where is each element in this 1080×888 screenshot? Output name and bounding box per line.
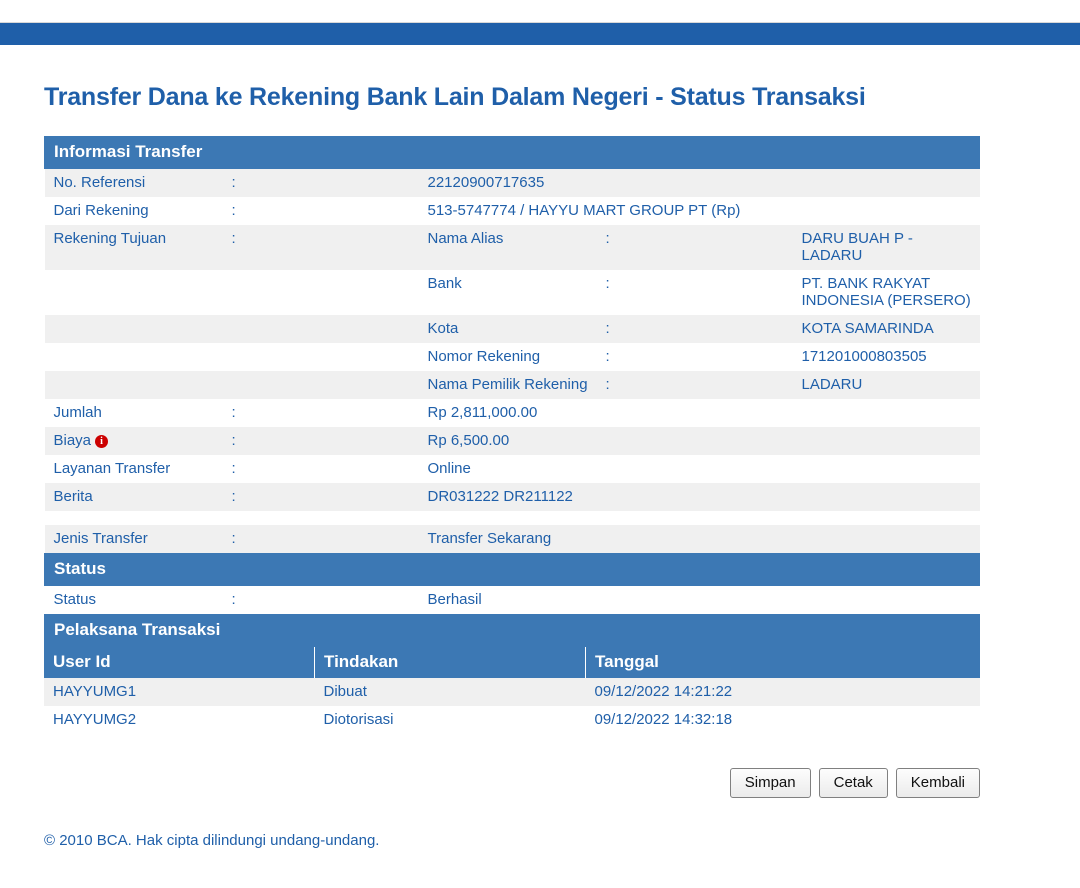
label-blank-1 (45, 270, 232, 315)
executor-heading-row (45, 615, 980, 647)
colon-10: : (232, 455, 419, 483)
value-jumlah: Rp 2,811,000.00 (419, 399, 980, 427)
label-blank-2 (45, 315, 232, 343)
colon-blank-4 (232, 371, 419, 399)
colon-8: : (232, 399, 419, 427)
label-jenis-transfer: Jenis Transfer (45, 525, 232, 554)
print-button[interactable]: Cetak (819, 768, 888, 798)
colon-7b: : (606, 371, 793, 399)
value-dari-rekening: 513-5747774 / HAYYU MART GROUP PT (Rp) (419, 197, 980, 225)
label-nama-alias: Nama Alias (419, 225, 606, 270)
label-layanan-transfer: Layanan Transfer (45, 455, 232, 483)
spacer-cell (45, 511, 980, 525)
copyright-footer: © 2010 BCA. Hak cipta dilindungi undang-undang. (44, 832, 380, 849)
spacer-row (45, 511, 980, 525)
colon-6b: : (606, 343, 793, 371)
column-header-tanggal: Tanggal (586, 647, 981, 678)
colon-5b: : (606, 315, 793, 343)
brand-blue-bar (0, 23, 1080, 45)
transfer-info-heading: Informasi Transfer (45, 137, 980, 169)
row-bank (45, 270, 980, 315)
action-buttons (44, 768, 980, 798)
value-biaya: Rp 6,500.00 (419, 427, 980, 455)
cell-tindakan: Diotorisasi (315, 706, 586, 734)
info-icon[interactable]: i (95, 435, 108, 448)
value-no-referensi: 22120900717635 (419, 169, 980, 198)
row-nomor-rekening (45, 343, 980, 371)
label-rekening-tujuan: Rekening Tujuan (45, 225, 232, 270)
row-jenis-transfer (45, 525, 980, 554)
colon-12: : (232, 525, 419, 554)
colon-4b: : (606, 270, 793, 315)
label-berita: Berita (45, 483, 232, 511)
cell-tanggal: 09/12/2022 14:21:22 (586, 678, 981, 706)
colon-blank-1 (232, 270, 419, 315)
page-content (0, 83, 1080, 849)
label-jumlah: Jumlah (45, 399, 232, 427)
value-nama-pemilik-rekening: LADARU (793, 371, 980, 399)
page-title: Transfer Dana ke Rekening Bank Lain Dalam Negeri - Status Transaksi (44, 83, 866, 111)
table-row (44, 678, 980, 706)
row-jumlah (45, 399, 980, 427)
row-kota (45, 315, 980, 343)
value-kota: KOTA SAMARINDA (793, 315, 980, 343)
colon-3: : (232, 225, 419, 270)
label-kota: Kota (419, 315, 606, 343)
row-dari-rekening (45, 197, 980, 225)
value-berita: DR031222 DR211122 (419, 483, 980, 511)
colon-2: : (232, 197, 419, 225)
column-header-user-id: User Id (44, 647, 315, 678)
cell-tanggal: 09/12/2022 14:32:18 (586, 706, 981, 734)
label-biaya: Biaya (53, 432, 92, 449)
label-bank: Bank (419, 270, 606, 315)
status-heading: Status (45, 554, 980, 586)
column-header-tindakan: Tindakan (315, 647, 586, 678)
colon-1: : (232, 169, 419, 198)
colon-blank-2 (232, 315, 419, 343)
value-bank: PT. BANK RAKYAT INDONESIA (PERSERO) (793, 270, 980, 315)
colon-11: : (232, 483, 419, 511)
table-row (44, 706, 980, 734)
status-badge: Berhasil (419, 586, 980, 615)
status-heading-row (45, 554, 980, 586)
label-blank-3 (45, 343, 232, 371)
executor-table (44, 647, 980, 734)
row-nama-pemilik-rekening (45, 371, 980, 399)
label-biaya-cell (45, 427, 232, 455)
row-rekening-tujuan-alias (45, 225, 980, 270)
executor-header-row (44, 647, 980, 678)
label-nomor-rekening: Nomor Rekening (419, 343, 606, 371)
row-biaya (45, 427, 980, 455)
save-button[interactable]: Simpan (730, 768, 811, 798)
label-no-referensi: No. Referensi (45, 169, 232, 198)
label-blank-4 (45, 371, 232, 399)
value-nama-alias: DARU BUAH P - LADARU (793, 225, 980, 270)
transfer-info-heading-row (45, 137, 980, 169)
cell-user-id: HAYYUMG2 (44, 706, 315, 734)
row-layanan-transfer (45, 455, 980, 483)
transfer-info-table (44, 136, 980, 647)
cell-user-id: HAYYUMG1 (44, 678, 315, 706)
top-white-bar (0, 0, 1080, 23)
value-jenis-transfer: Transfer Sekarang (419, 525, 980, 554)
row-no-referensi (45, 169, 980, 198)
colon-13: : (232, 586, 419, 615)
value-nomor-rekening: 171201000803505 (793, 343, 980, 371)
value-layanan-transfer: Online (419, 455, 980, 483)
cell-tindakan: Dibuat (315, 678, 586, 706)
label-status: Status (45, 586, 232, 615)
transfer-info-panel (44, 136, 980, 734)
row-status (45, 586, 980, 615)
executor-heading: Pelaksana Transaksi (45, 615, 980, 647)
label-nama-pemilik-rekening: Nama Pemilik Rekening (419, 371, 606, 399)
colon-blank-3 (232, 343, 419, 371)
colon-3b: : (606, 225, 793, 270)
label-dari-rekening: Dari Rekening (45, 197, 232, 225)
back-button[interactable]: Kembali (896, 768, 980, 798)
row-berita (45, 483, 980, 511)
colon-9: : (232, 427, 419, 455)
